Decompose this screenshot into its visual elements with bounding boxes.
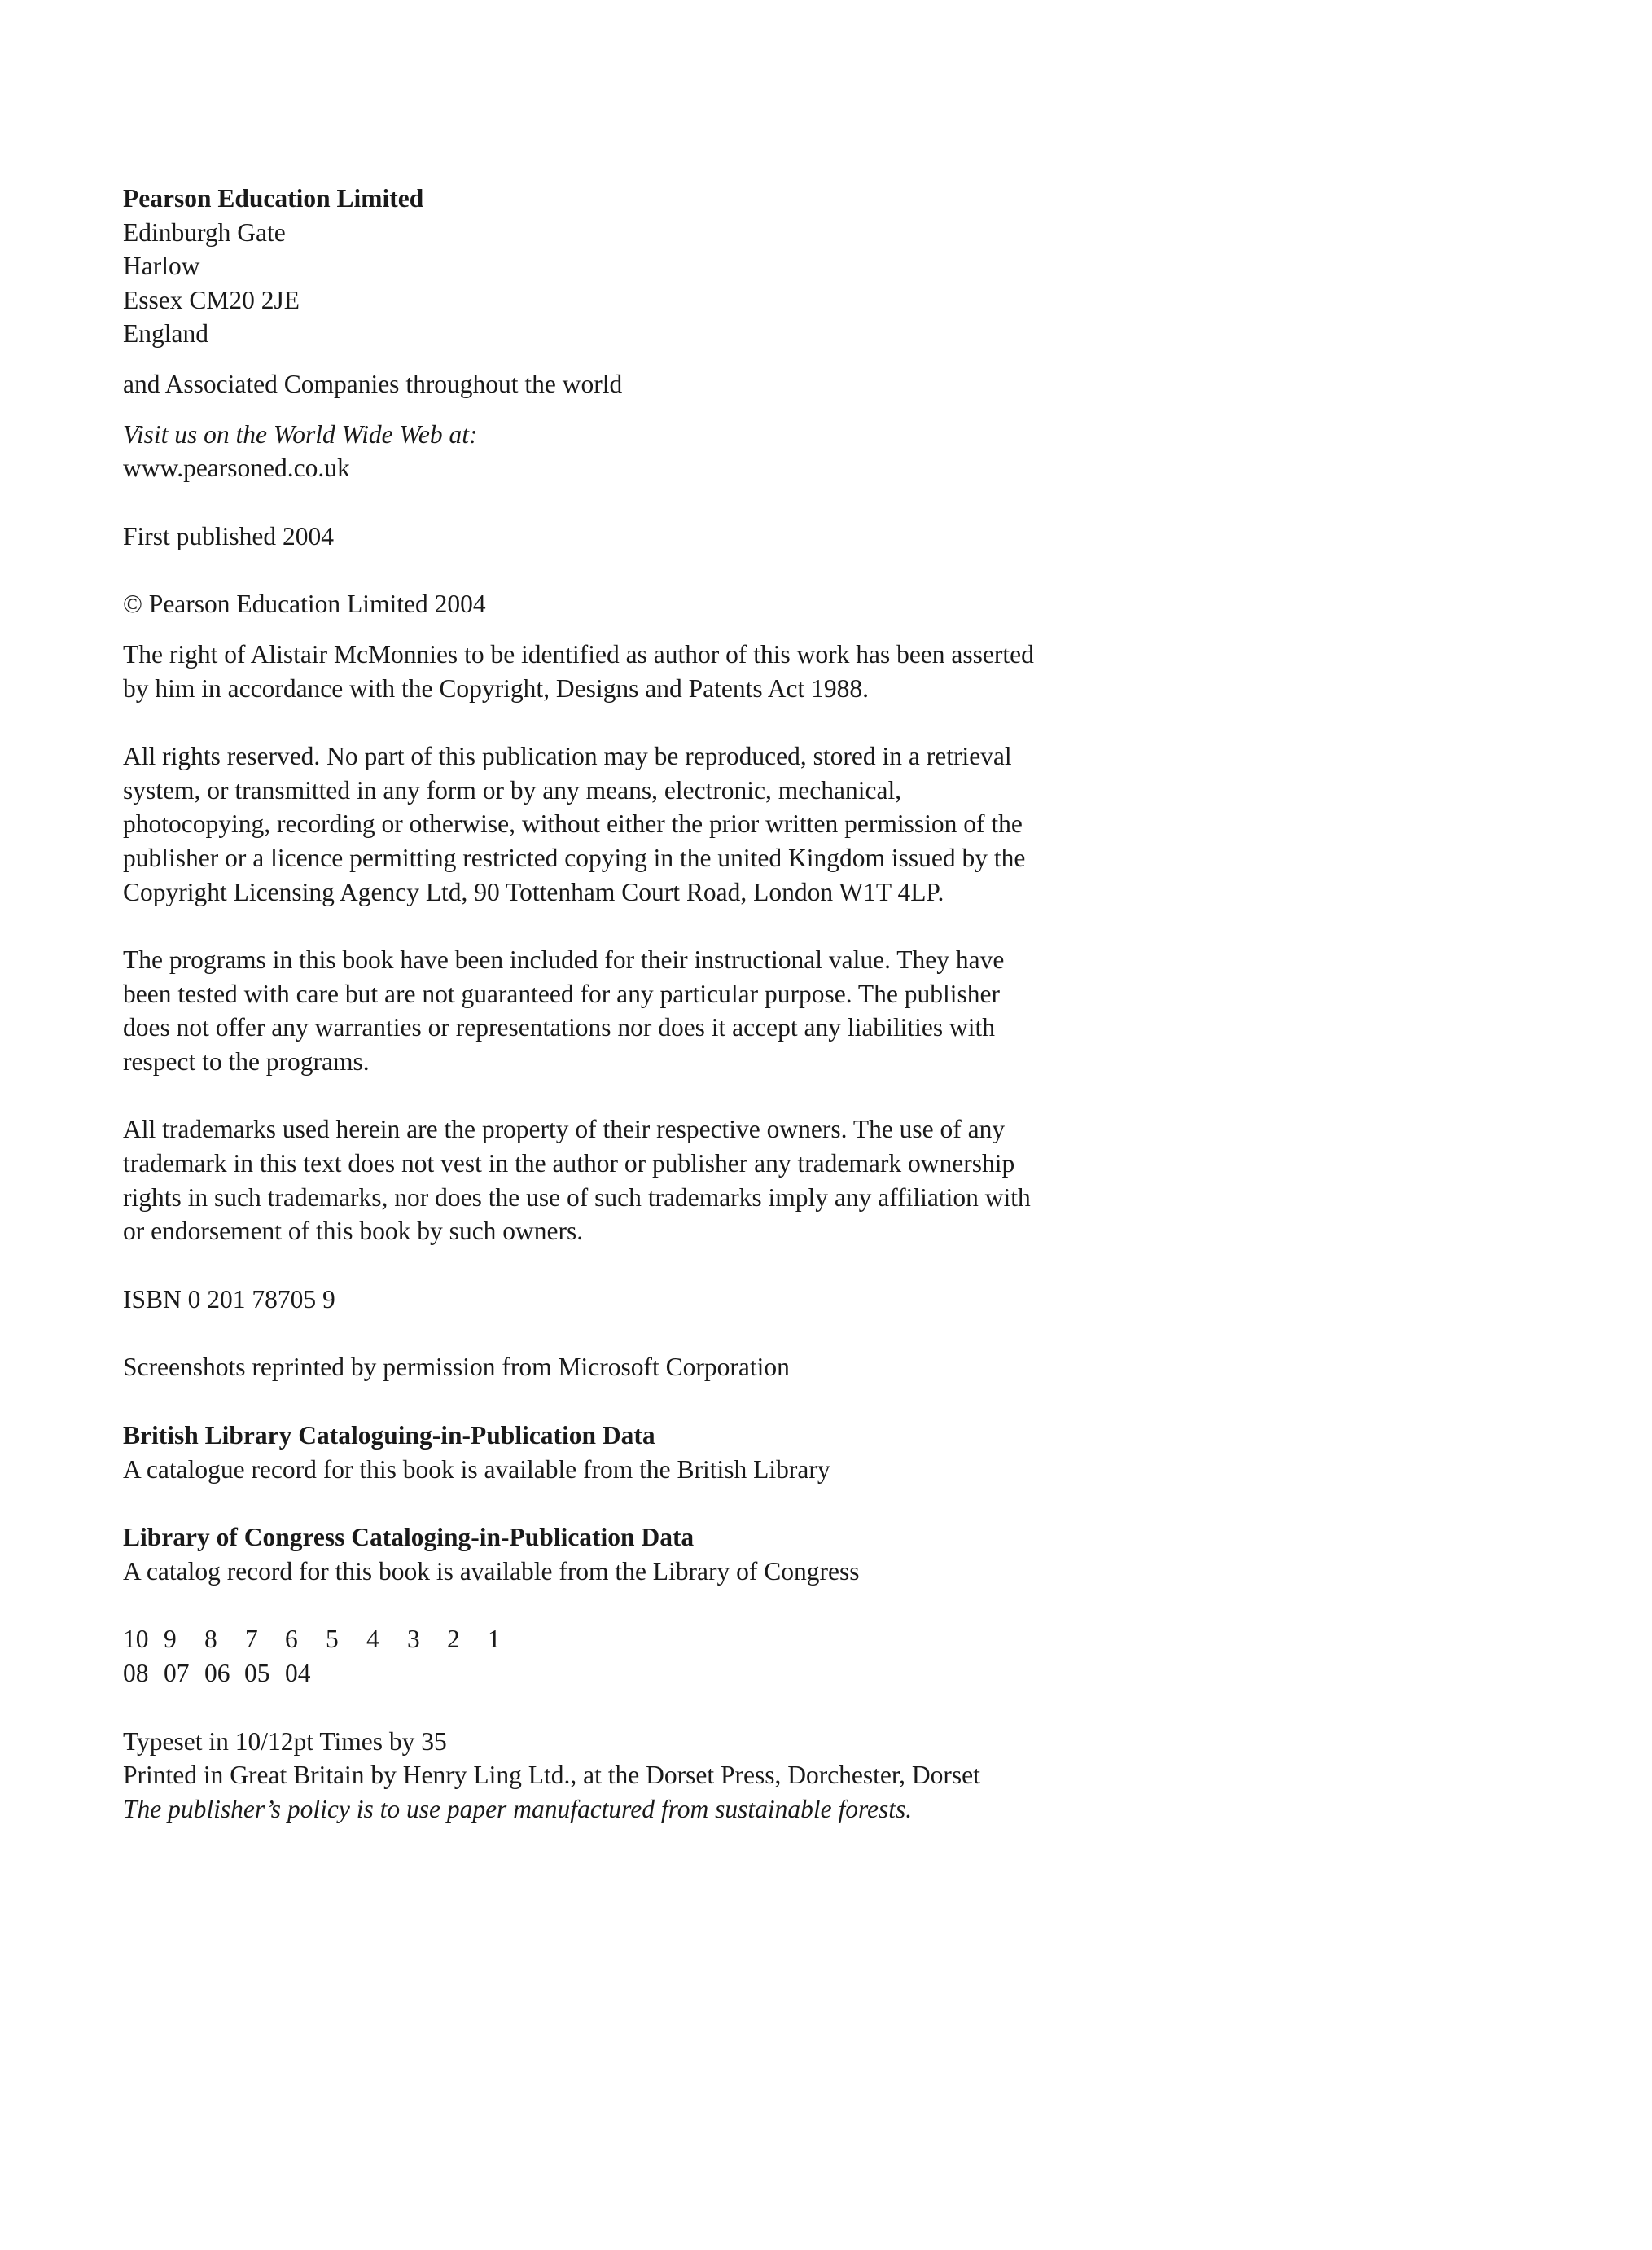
british-library-text: A catalogue record for this book is available from the British Library (123, 1454, 830, 1484)
associated-companies: and Associated Companies throughout the world (123, 369, 623, 398)
copyright-notice: © Pearson Education Limited 2004 (123, 590, 486, 619)
rights-reserved-line: publisher or a licence permitting restricted copying in the united Kingdom issued by the (123, 843, 1026, 872)
impression-number: 10 (123, 1625, 149, 1654)
programs-disclaimer-line: been tested with care but are not guaranteed for any particular purpose. The publisher (123, 979, 1000, 1008)
address-line: England (123, 319, 208, 349)
address-line: Edinburgh Gate (123, 217, 286, 247)
library-of-congress-heading: Library of Congress Cataloging-in-Publication Data (123, 1523, 695, 1552)
trademarks-line: or endorsement of this book by such owners. (123, 1217, 584, 1246)
rights-reserved-line: Copyright Licensing Agency Ltd, 90 Tottenham Court Road, London W1T 4LP. (123, 877, 944, 906)
impression-number: 4 (366, 1625, 379, 1654)
year-number: 07 (164, 1659, 190, 1687)
impression-number: 2 (447, 1625, 460, 1654)
typeset-note: Typeset in 10/12pt Times by 35 (123, 1726, 447, 1756)
address-line: Essex CM20 2JE (123, 285, 300, 314)
year-number: 08 (123, 1659, 149, 1687)
copyright-content (123, 182, 1165, 1826)
impression-number: 9 (164, 1625, 177, 1654)
rights-reserved-line: All rights reserved. No part of this publication may be reproduced, stored in a retrieval (123, 742, 1012, 771)
moral-right-line: The right of Alistair McMonnies to be identified as author of this work has been asserted (123, 639, 1034, 669)
web-url: www.pearsoned.co.uk (123, 454, 350, 483)
programs-disclaimer-line: does not offer any warranties or representations nor does it accept any liabilities with (123, 1013, 995, 1042)
year-number: 06 (204, 1659, 230, 1687)
impression-numbers (123, 1622, 1165, 1656)
library-of-congress-text: A catalog record for this book is available from the Library of Congress (123, 1556, 860, 1586)
publisher-name: Pearson Education Limited (123, 184, 424, 213)
paper-policy-note: The publisher’s policy is to use paper manufactured from sustainable forests. (123, 1794, 913, 1823)
trademarks-line: trademark in this text does not vest in the author or publisher any trademark ownership (123, 1149, 1015, 1178)
programs-disclaimer-line: respect to the programs. (123, 1046, 370, 1076)
printer-note: Printed in Great Britain by Henry Ling Ltd., at the Dorset Press, Dorchester, Dorset (123, 1761, 980, 1790)
impression-number: 8 (204, 1625, 217, 1654)
web-visit-label: Visit us on the World Wide Web at: (123, 419, 478, 449)
trademarks-line: rights in such trademarks, nor does the use of such trademarks imply any affiliation with (123, 1182, 1031, 1212)
impression-number: 5 (326, 1625, 339, 1654)
year-numbers (123, 1656, 1165, 1691)
impression-number: 6 (285, 1625, 298, 1654)
year-number: 05 (244, 1659, 270, 1687)
impression-number: 1 (488, 1625, 501, 1654)
impression-number: 7 (245, 1625, 258, 1654)
isbn: ISBN 0 201 78705 9 (123, 1284, 335, 1314)
programs-disclaimer-line: The programs in this book have been included for their instructional value. They have (123, 945, 1005, 975)
moral-right-line: by him in accordance with the Copyright, Designs and Patents Act 1988. (123, 673, 869, 703)
trademarks-line: All trademarks used herein are the property of their respective owners. The use of any (123, 1115, 1006, 1144)
rights-reserved-line: photocopying, recording or otherwise, without either the prior written permission of the (123, 809, 1023, 839)
year-number: 04 (285, 1659, 311, 1687)
rights-reserved-line: system, or transmitted in any form or by any means, electronic, mechanical, (123, 775, 902, 805)
british-library-heading: British Library Cataloguing-in-Publication Data (123, 1421, 655, 1450)
address-line: Harlow (123, 252, 200, 281)
first-published: First published 2004 (123, 521, 335, 550)
impression-number: 3 (407, 1625, 420, 1654)
screenshots-permission: Screenshots reprinted by permission from Microsoft Corporation (123, 1353, 790, 1382)
